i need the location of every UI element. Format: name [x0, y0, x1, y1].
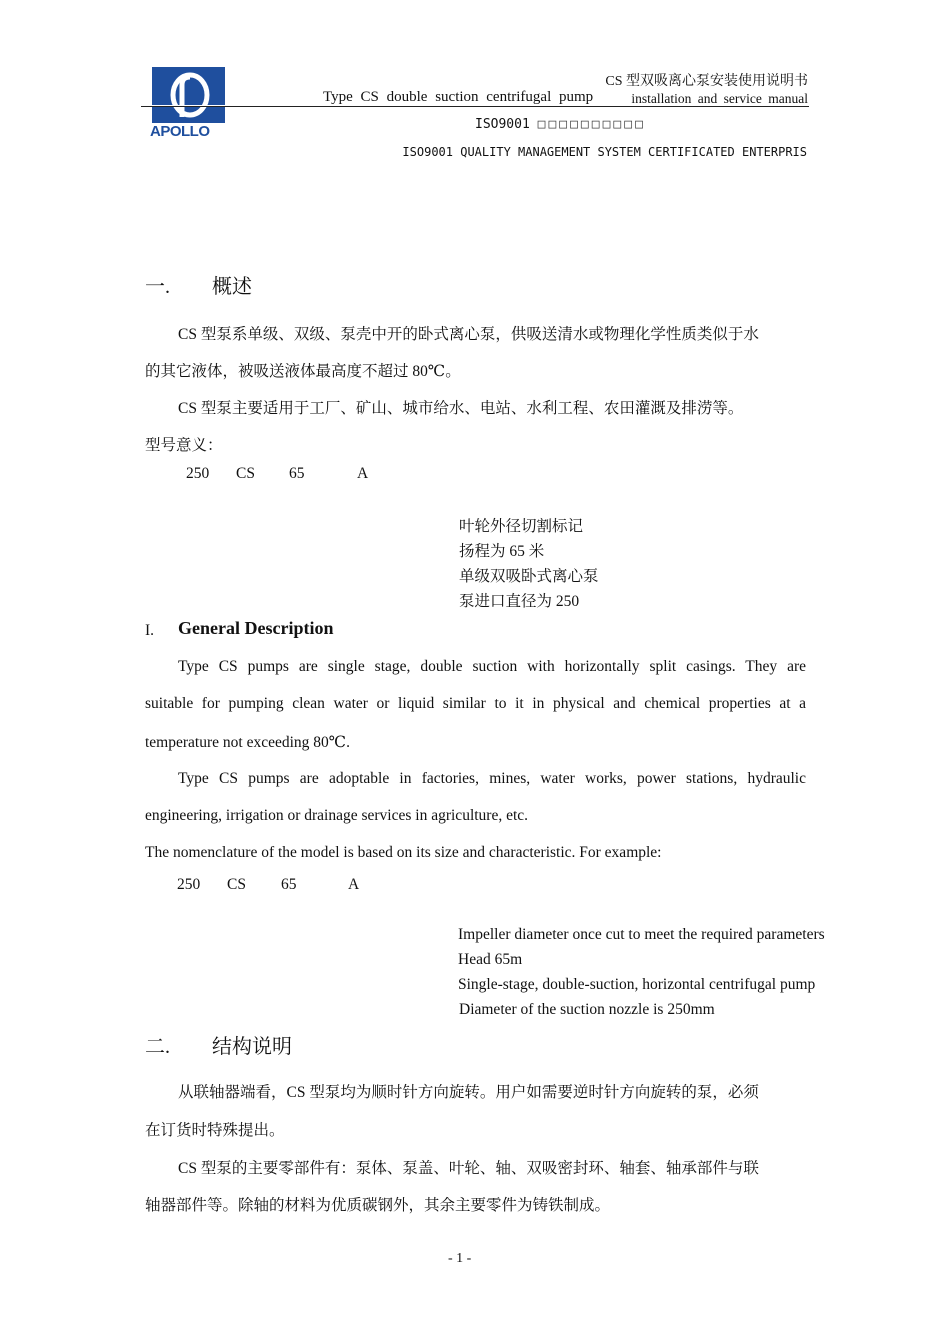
section2-cn-p2-line1: CS 型泵的主要零部件有：泵体、泵盖、叶轮、轴、双吸密封环、轴套、轴承部件与联 [178, 1160, 759, 1177]
section1-en-p1-line3: temperature not exceeding 80℃. [145, 734, 350, 751]
section1-cn-p2: CS 型泵主要适用于工厂、矿山、城市给水、电站、水利工程、农田灌溉及排涝等。 [178, 400, 744, 417]
section2-cn-p2-line2: 轴器部件等。除轴的材料为优质碳钢外，其余主要零件为铸铁制成。 [145, 1197, 611, 1214]
header-rule [141, 106, 809, 107]
section1-en-nomenclature: The nomenclature of the model is based on its size and characteristic. For example: [145, 844, 662, 861]
section2-cn-title: 结构说明 [212, 1036, 292, 1058]
cn-model-part-type: CS [236, 465, 255, 482]
en-model-part-cut: A [348, 876, 360, 893]
section1-en-p2-line2: engineering, irrigation or drainage services in agriculture, etc. [145, 807, 529, 824]
section1-en-p1-line1: Type CS pumps are single stage, double suction with horizontally split casings. They are [178, 658, 806, 675]
header-title-cn: CS 型双吸离心泵安装使用说明书 [605, 74, 808, 89]
header-title-en-sub: installation and service manual [631, 91, 808, 106]
section1-en-p2-line1: Type CS pumps are adoptable in factories, mines, water works, power stations, hydraulic [178, 770, 806, 787]
cn-model-desc-head: 扬程为 65 米 [459, 543, 545, 560]
section1-cn-title: 概述 [212, 276, 252, 298]
section2-cn-p1-line1: 从联轴器端看，CS 型泵均为顺时针方向旋转。用户如需要逆时针方向旋转的泵，必须 [178, 1084, 759, 1101]
header-iso-cn-text: ISO9001 [475, 117, 538, 132]
en-model-desc-cut: Impeller diameter once cut to meet the required parameters [458, 926, 825, 943]
header-title-en-main: Type CS double suction centrifugal pump [323, 89, 594, 105]
en-model-part-head: 65 [281, 876, 297, 893]
cn-model-part-head: 65 [289, 465, 305, 482]
section1-cn-model-label: 型号意义： [145, 437, 223, 454]
en-model-desc-head: Head 65m [458, 951, 523, 968]
section1-cn-p1-line1: CS 型泵系单级、双级、泵壳中开的卧式离心泵，供吸送清水或物理化学性质类似于水 [178, 326, 759, 343]
section2-cn-number: 二. [145, 1036, 170, 1058]
section1-en-title: General Description [178, 618, 334, 638]
logo-wordmark: APOLLO [150, 123, 210, 140]
section1-en-number: I. [145, 622, 155, 639]
section1-cn-p1-line2: 的其它液体，被吸送液体最高度不超过 80℃。 [145, 363, 461, 380]
header-iso-cn-boxes: □□□□□□□□□□ [537, 117, 646, 132]
header-iso-en: ISO9001 QUALITY MANAGEMENT SYSTEM CERTIFICATED ENTERPRIS [402, 145, 807, 159]
cn-model-part-cut: A [357, 465, 369, 482]
cn-model-part-size: 250 [186, 465, 210, 482]
page-number: - 1 - [448, 1251, 472, 1266]
apollo-logo-mark-icon [152, 67, 225, 123]
header-iso-cn [475, 117, 646, 132]
en-model-part-type: CS [227, 876, 246, 893]
en-model-desc-size: Diameter of the suction nozzle is 250mm [459, 1001, 715, 1018]
en-model-part-size: 250 [177, 876, 201, 893]
section2-cn-p1-line2: 在订货时特殊提出。 [145, 1122, 285, 1139]
section1-en-p1-line2: suitable for pumping clean water or liquid similar to it in physical and chemical properties at a [145, 695, 806, 712]
cn-model-desc-type: 单级双吸卧式离心泵 [459, 568, 599, 585]
en-model-desc-type: Single-stage, double-suction, horizontal centrifugal pump [458, 976, 816, 993]
section1-cn-number: 一. [145, 276, 170, 298]
cn-model-desc-cut: 叶轮外径切割标记 [459, 518, 584, 535]
apollo-logo [152, 67, 225, 123]
cn-model-desc-size: 泵进口直径为 250 [459, 593, 580, 610]
